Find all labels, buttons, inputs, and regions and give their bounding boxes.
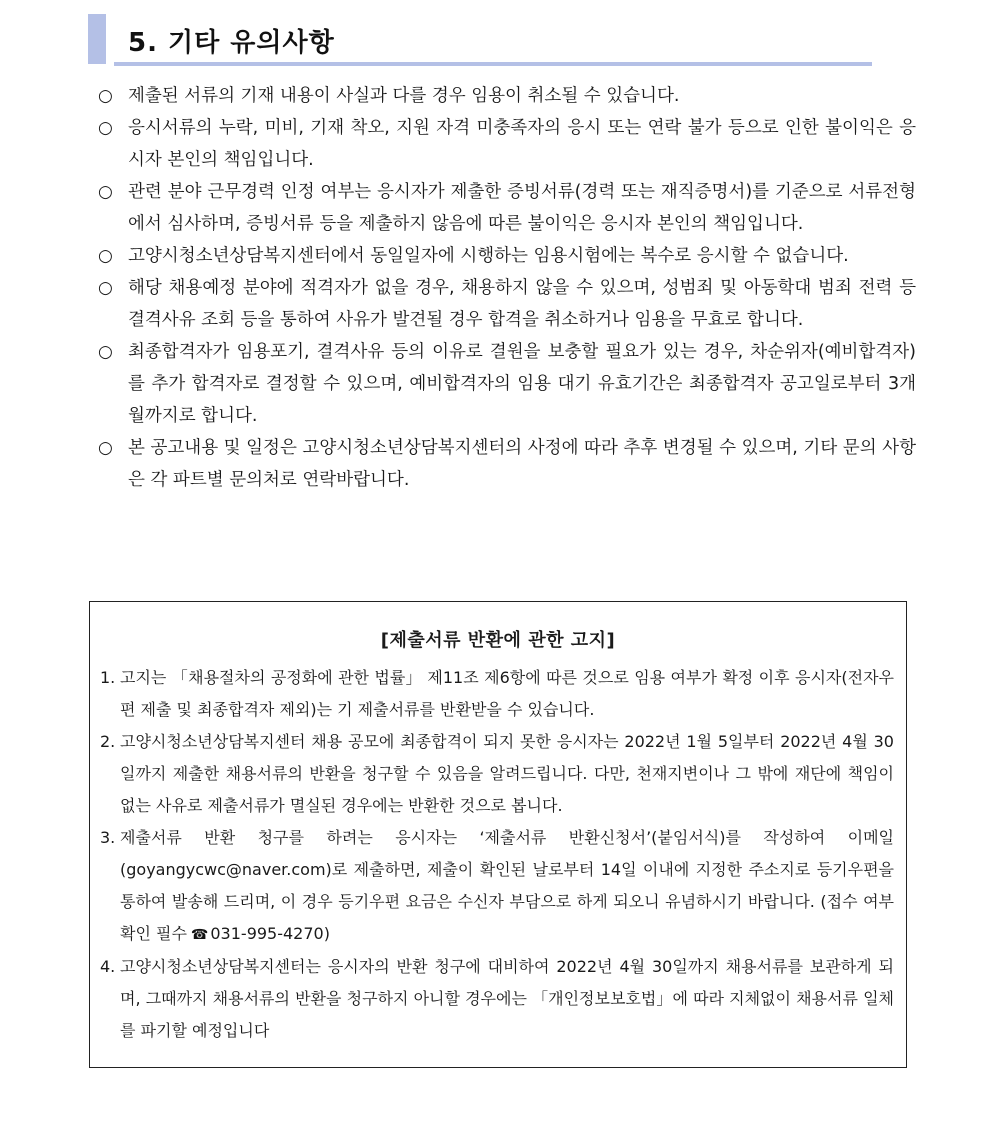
list-item bbox=[98, 272, 916, 336]
phone-icon: ☎ bbox=[190, 927, 209, 943]
section-heading bbox=[88, 14, 872, 68]
heading-underline bbox=[114, 62, 872, 66]
item-number: 4. bbox=[100, 957, 116, 976]
note-text: 응시서류의 누락, 미비, 기재 착오, 지원 자격 미충족자의 응시 또는 연락 불가 등으로 인한 불이익은 응시자 본인의 책임입니다. bbox=[128, 118, 916, 170]
note-text: 제출된 서류의 기재 내용이 사실과 다를 경우 임용이 취소될 수 있습니다. bbox=[128, 86, 680, 106]
list-item bbox=[98, 112, 916, 176]
item-number: 3. bbox=[100, 828, 116, 847]
notice-item bbox=[100, 822, 894, 951]
notice-items bbox=[90, 662, 906, 1047]
closing-paren: ) bbox=[323, 924, 330, 943]
note-text: 본 공고내용 및 일정은 고양시청소년상담복지센터의 사정에 따라 추후 변경될 수 있으며, 기타 문의 사항은 각 파트별 문의처로 연락바랍니다. bbox=[128, 438, 916, 490]
note-text: 최종합격자가 임용포기, 결격사유 등의 이유로 결원을 보충할 필요가 있는 경우, 차순위자(예비합격자)를 추가 합격자로 결정할 수 있으며, 예비합격자의 임용 대기 유효기간은 최종합격자 공고일로부터 3개월까지로 합니다. bbox=[128, 342, 916, 426]
item-text: 고양시청소년상담복지센터 채용 공모에 최종합격이 되지 못한 응시자는 2022년 1월 5일부터 2022년 4월 30일까지 제출한 채용서류의 반환을 청구할 수 있음을 알려드립니다. 다만, 천재지변이나 그 밖에 재단에 책임이 없는 사유로 제출서류가 멸실된 경우에는 반환한 것으로 봅니다. bbox=[120, 732, 894, 815]
notice-item bbox=[100, 662, 894, 726]
note-text: 관련 분야 근무경력 인정 여부는 응시자가 제출한 증빙서류(경력 또는 재직증명서)를 기준으로 서류전형에서 심사하며, 증빙서류 등을 제출하지 않음에 따른 불이익은 응시자 본인의 책임입니다. bbox=[128, 182, 916, 234]
circle-bullet-icon: ○ bbox=[98, 118, 113, 138]
list-item bbox=[98, 336, 916, 432]
item-text-with-phone bbox=[120, 822, 894, 951]
item-number: 2. bbox=[100, 732, 116, 751]
document-return-notice-box bbox=[89, 601, 907, 1068]
circle-bullet-icon: ○ bbox=[98, 182, 113, 202]
list-item bbox=[98, 80, 916, 112]
item-text: 제출서류 반환 청구를 하려는 응시자는 ‘제출서류 반환신청서’(붙임서식)를 작성하여 이메일(goyangycwc@naver.com)로 제출하면, 제출이 확인된 날로부터 14일 이내에 지정한 주소지로 등기우편을 통하여 발송해 드리며, 이 경우 등기우편 요금은 수신자 부담으로 하게 되오니 유념하시기 바랍니다. (접수 여부 확인 필수 bbox=[120, 828, 894, 943]
item-text: 고지는 「채용절차의 공정화에 관한 법률」 제11조 제6항에 따른 것으로 임용 여부가 확정 이후 응시자(전자우편 제출 및 최종합격자 제외)는 기 제출서류를 반환받을 수 있습니다. bbox=[120, 668, 894, 719]
circle-bullet-icon: ○ bbox=[98, 246, 113, 266]
heading-accent-bar bbox=[88, 14, 106, 64]
note-text: 해당 채용예정 분야에 적격자가 없을 경우, 채용하지 않을 수 있으며, 성범죄 및 아동학대 범죄 전력 등 결격사유 조회 등을 통하여 사유가 발견될 경우 합격을 취소하거나 임용을 무효로 합니다. bbox=[128, 278, 916, 330]
list-item bbox=[98, 432, 916, 496]
contact-phone: 031-995-4270 bbox=[210, 924, 324, 943]
circle-bullet-icon: ○ bbox=[98, 438, 113, 458]
circle-bullet-icon: ○ bbox=[98, 342, 113, 362]
notice-box-title: [제출서류 반환에 관한 고지] bbox=[380, 630, 616, 651]
circle-bullet-icon: ○ bbox=[98, 86, 113, 106]
notice-item bbox=[100, 726, 894, 822]
notice-item bbox=[100, 951, 894, 1047]
note-text: 고양시청소년상담복지센터에서 동일일자에 시행하는 임용시험에는 복수로 응시할 수 없습니다. bbox=[128, 246, 849, 266]
notes-list bbox=[98, 80, 916, 496]
item-text: 고양시청소년상담복지센터는 응시자의 반환 청구에 대비하여 2022년 4월 30일까지 채용서류를 보관하게 되며, 그때까지 채용서류의 반환을 청구하지 아니할 경우에는 「개인정보보호법」에 따라 지체없이 채용서류 일체를 파기할 예정입니다 bbox=[120, 957, 894, 1040]
list-item bbox=[98, 240, 916, 272]
section-title: 5. 기타 유의사항 bbox=[128, 28, 335, 58]
list-item bbox=[98, 176, 916, 240]
item-number: 1. bbox=[100, 668, 116, 687]
circle-bullet-icon: ○ bbox=[98, 278, 113, 298]
